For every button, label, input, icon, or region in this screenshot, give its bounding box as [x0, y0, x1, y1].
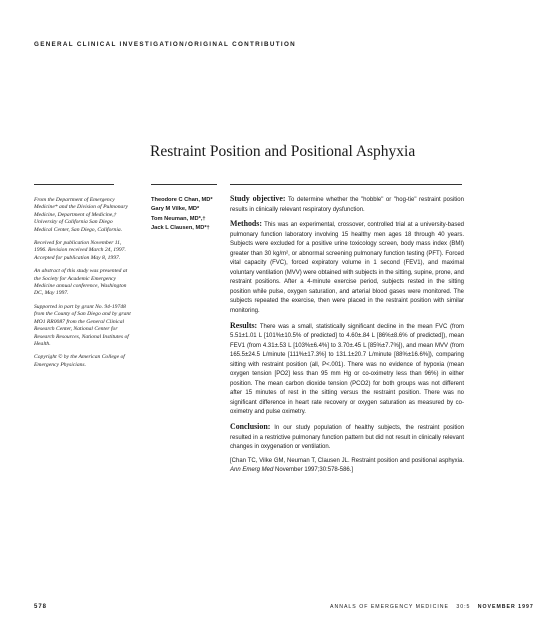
affiliation-sidebar	[34, 197, 132, 375]
authors-rule	[151, 184, 217, 185]
sidebar-rule	[34, 184, 114, 185]
author-name: Theodore C Chan, MD*	[151, 197, 213, 203]
results-text: There was a small, statistically significant decline in the mean FVC (from 5.51±1.01 L [101%±10.5% of predicted] to 4.60±.84 L [86%±8.6% of predicted]), mean FEV1 (from 4.31±.53 L [103%±6.4%] to 3.70±.45 L [85%±7.7%]), and mean MVV (from 165.5±24.5 L/minute [111%±17.3%] to 131.1±20.7 L/minute [88%±16.6%]), comparing sitting with restraint position (all, P<.001). There was no evidence of hypoxia (mean oxygen tension [PO2] less than 95 mm Hg or co-oximetry less than 96%) in either position. The mean carbon dioxide tension (PCO2) for both groups was not different after 15 minutes of rest in the sitting versus the restraint position. There was no significant difference in heart rate recovery or oxygen saturation as measured by co-oximetry and pulse oximetry.	[230, 323, 465, 416]
affiliation-note: From the Department of Emergency Medicine* and the Division of Pulmonary Medicine, Department of Medicine,† University of California San Diego Medical Center, San Diego, California.	[34, 197, 128, 233]
results-paragraph	[230, 321, 464, 418]
citation-journal: Ann Emerg Med	[230, 467, 274, 474]
journal-footer	[330, 604, 534, 610]
author-name: Jack L Clausen, MD*†	[151, 225, 210, 232]
copyright-note: Copyright © by the American College of Emergency Physicians.	[34, 354, 125, 368]
running-header: GENERAL CLINICAL INVESTIGATION/ORIGINAL CONTRIBUTION	[34, 41, 296, 48]
conclusion-text: In our study population of healthy subjects, the restraint position resulted in a restrictive pulmonary function pattern but did not result in clinically relevant changes in oxygenation or ventilation.	[230, 425, 464, 451]
abstract-rule	[230, 184, 462, 185]
abstract	[230, 194, 464, 480]
methods-label: Methods:	[230, 219, 262, 229]
author-name: Gary M Vilke, MD*	[151, 206, 200, 213]
objective-paragraph	[230, 194, 464, 215]
page-number: 578	[34, 604, 48, 610]
citation	[230, 457, 464, 476]
objective-text: To determine whether the "hobble" or "hog-tie" restraint position results in clinically relevant respiratory dysfunction.	[230, 197, 464, 213]
author-list	[151, 196, 223, 234]
received-note: Received for publication November 11, 1996. Revision received March 24, 1997. Accepted for publication May 8, 1997.	[34, 240, 126, 261]
journal-date: NOVEMBER 1997	[477, 604, 534, 610]
author-name: Tom Neuman, MD*,†	[151, 215, 206, 222]
funding-note: Supported in part by grant No. 94-19748 from the County of San Diego and by grant MO1 RR0087 from the General Clinical Research Center, National Center for Research Resources, National Institutes of Health.	[34, 303, 131, 347]
citation-text: [Chan TC, Vilke GM, Neuman T, Clausen JL. Restraint position and positional asphyxia.	[230, 457, 464, 464]
conclusion-label: Conclusion:	[230, 422, 271, 432]
journal-name: ANNALS OF EMERGENCY MEDICINE	[330, 604, 449, 610]
conclusion-paragraph	[230, 422, 464, 453]
results-label: Results:	[230, 320, 258, 330]
methods-paragraph	[230, 219, 464, 316]
objective-label: Study objective:	[230, 194, 286, 203]
journal-volume: 30:5	[456, 604, 471, 610]
presentation-note: An abstract of this study was presented at the Society for Academic Emergency Medicine annual conference, Washington DC, May 1997.	[34, 268, 128, 297]
methods-text: This was an experimental, crossover, controlled trial at a university-based pulmonary function laboratory involving 15 healthy men ages 18 through 40 years. Subjects were excluded for a positive urine toxicology screen, body mass index (BMI) greater than 30 kg/m², or abnormal screening pulmonary function testing (PFT). Forced vital capacity (FVC), forced expiratory volume in 1 second (FEV1), and maximal voluntary ventilation (MVV) were obtained with subjects in the sitting, supine, prone, and restraint positions. After a 4-minute exercise period, subjects rested in the sitting position while pulse, oxygen saturation, and arterial blood gases were monitored. The subjects repeated the exercise, then were placed in the restraint position with similar monitoring.	[230, 222, 464, 315]
citation-end: November 1997;30:578-586.]	[275, 467, 354, 474]
article-title: Restraint Position and Positional Asphyxia	[150, 143, 416, 160]
